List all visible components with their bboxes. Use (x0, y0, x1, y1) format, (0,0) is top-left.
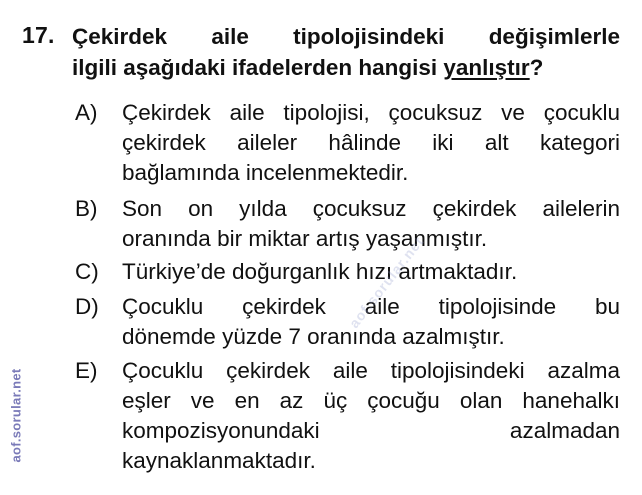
option-b-letter: B) (75, 196, 98, 221)
option-b-text (122, 194, 620, 254)
option-d-line-1: Çocuklu çekirdek aile tipolojisinde bu (122, 294, 620, 319)
option-b-line-2: oranında bir miktar artış yaşanmıştır. (122, 226, 488, 251)
option-c-text (122, 257, 620, 287)
option-c-line-1: Türkiye’de doğurganlık hızı artmaktadır. (122, 259, 518, 284)
question-stem-line-1: Çekirdek aile tipolojisindeki değişimlerle (72, 24, 620, 49)
option-d-letter: D) (75, 294, 99, 319)
option-e-letter: E) (75, 358, 98, 383)
option-a-line-2: çekirdek aileler hâlinde iki alt kategori (122, 130, 620, 155)
option-e-text (122, 356, 620, 476)
option-a-line-3: bağlamında incelenmektedir. (122, 160, 409, 185)
option-a-letter: A) (75, 100, 98, 125)
option-a-line-1: Çekirdek aile tipolojisi, çocuksuz ve çocuklu (122, 100, 620, 125)
question-stem-line-2-text: ilgili aşağıdaki ifadelerden hangisi (72, 55, 444, 80)
question-stem-end: ? (529, 55, 544, 80)
option-e-line-3: kompozisyonundaki azalmadan (122, 418, 620, 443)
diagonal-watermark: aof.sorular.net (345, 233, 427, 331)
question-stem-line-2 (72, 55, 543, 80)
option-c-letter: C) (75, 259, 99, 284)
question-stem (72, 21, 620, 83)
option-e-line-2: eşler ve en az üç çocuğu olan hanehalkı (122, 388, 620, 413)
side-watermark: aof.sorular.net (8, 368, 24, 463)
option-d-line-2: dönemde yüzde 7 oranında azalmıştır. (122, 324, 505, 349)
option-a-text (122, 98, 620, 188)
question-stem-emphasis: yanlıştır (443, 55, 530, 80)
option-e-line-4: kaynaklanmaktadır. (122, 448, 316, 473)
option-e-line-1: Çocuklu çekirdek aile tipolojisindeki azalma (122, 358, 620, 383)
option-b-line-1: Son on yılda çocuksuz çekirdek ailelerin (122, 196, 620, 221)
question-number: 17. (22, 22, 55, 48)
